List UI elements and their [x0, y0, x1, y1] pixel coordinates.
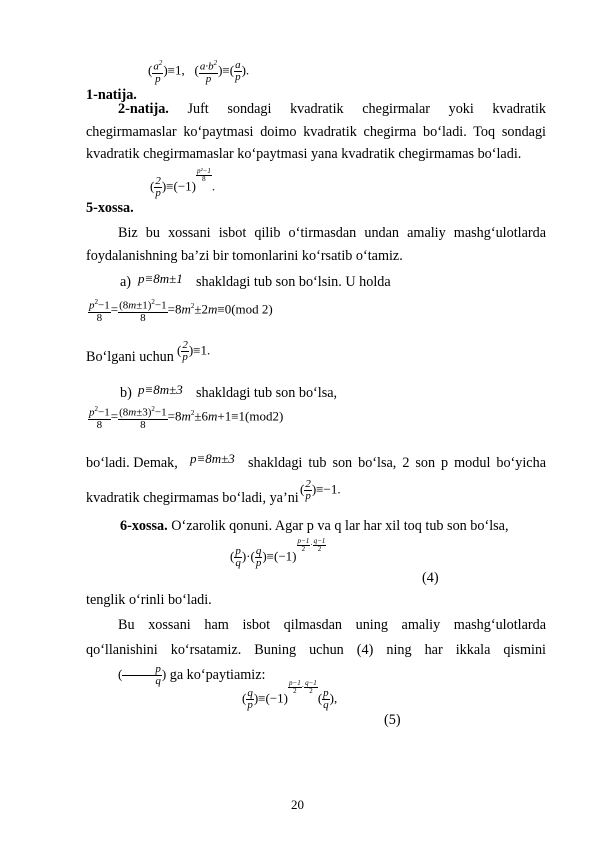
paragraph-4-start: bo‘ladi. Demak,	[86, 455, 178, 471]
paragraph-4-result: ( $\frac{2}{p}$ )≡−1.	[300, 478, 341, 502]
line-6-xossa	[120, 517, 509, 535]
paragraph-2-text: Juft sondagi kvadratik chegirmalar yoki kvadratik chegirmamaslar ko‘paytmasi doimo kvadratik chegirma bo‘ladi. Toq sondagi kvadratik chegirmamaslar ko‘paytmasi yana kvadratik chegirmamas bo‘ladi.	[86, 101, 546, 162]
paragraph-2-natija	[86, 98, 546, 166]
formula-1: ( $\frac{a^2}{p}$ )≡1, ( $\frac{a\cdot b^2}{p}$ )≡( $\frac{a}{p}$ ).	[148, 58, 250, 85]
formula-4: ( $\frac{p}{q}$ )·( $\frac{q}{p}$ )≡(−1) $^{\frac{p-1}{2} \cdot \frac{q-1}{2}}$	[230, 537, 326, 569]
case-b-label: b)	[120, 385, 132, 401]
paragraph-7-end: ga ko‘paytiamiz:	[169, 667, 266, 683]
paragraph-4-continued: shakldagi tub son bo‘lsa, 2 son p modul bo‘yicha	[248, 455, 546, 471]
heading-5-xossa: 5-xossa.	[86, 200, 134, 216]
heading-6-xossa: 6-xossa.	[120, 518, 168, 534]
heading-2-natija: 2-natija.	[118, 101, 169, 117]
heading-1-natija: 1-natija.	[86, 87, 137, 103]
paragraph-7-text: Bu xossani ham isbot qilmasdan uning amaliy mashg‘ulotlarda qo‘llanishini ko‘rsatamiz. Buning uchun (4) ning har ikkala qismini	[86, 617, 546, 658]
case-a-result: ( $\frac{2}{p}$ )≡1.	[177, 339, 211, 363]
case-a-calculation: $\frac{p^2-1}{8}$ = $\frac{(8m\pm 1)^2-1}{8}$ $=8m^2\pm 2m\equiv 0(mod$ 2)	[89, 298, 273, 324]
paragraph-7	[86, 613, 546, 688]
paragraph-7-fraction: ( $\frac{p}{q}$ )	[118, 663, 167, 688]
paragraph-4-end: kvadratik chegirmamas bo‘ladi, ya’ni	[86, 490, 299, 506]
case-a-condition: p≡8m±1	[138, 271, 183, 286]
formula-5: ( $\frac{q}{p}$ )≡(−1) $^{\frac{p-1}{2} \cdot \frac{q-1}{2}}$ ( $\frac{p}{q}$ ),	[242, 679, 338, 711]
paragraph-4-condition: p≡8m±3	[190, 451, 235, 466]
case-b-text: shakldagi tub son bo‘lsa,	[196, 385, 338, 401]
paragraph-6: tenglik o‘rinli bo‘ladi.	[86, 592, 212, 608]
equation-4-number: (4)	[422, 570, 439, 586]
paragraph-5-xossa: Biz bu xossani isbot qilib o‘tirmasdan undan amaliy mashg‘ulotlarda foydalanishning ba’zi bir tomonlarini ko‘rsatib o‘tamiz.	[86, 225, 546, 264]
case-b-calculation: $\frac{p^2-1}{8}$ = $\frac{(8m\pm 3)^2-1}{8}$ $=8m^2\pm 6m+1\equiv 1(mod2)$	[89, 405, 284, 431]
case-a-label: a)	[120, 274, 132, 290]
equation-5-number: (5)	[384, 712, 401, 728]
formula-5-xossa: ( $\frac{2}{p}$ )≡(−1) $^{\frac{\text{p²−1}}{8}}$ .	[150, 167, 216, 199]
case-a-text: shakldagi tub son bo‘lsin. U holda	[196, 274, 391, 290]
paragraph-5: O‘zarolik qonuni. Agar p va q lar har xil toq tub son bo‘lsa,	[171, 518, 509, 534]
page-number: 20	[291, 797, 304, 812]
case-a-result-text: Bo‘lgani uchun	[86, 349, 174, 365]
case-b-condition: p≡8m±3	[138, 382, 183, 397]
